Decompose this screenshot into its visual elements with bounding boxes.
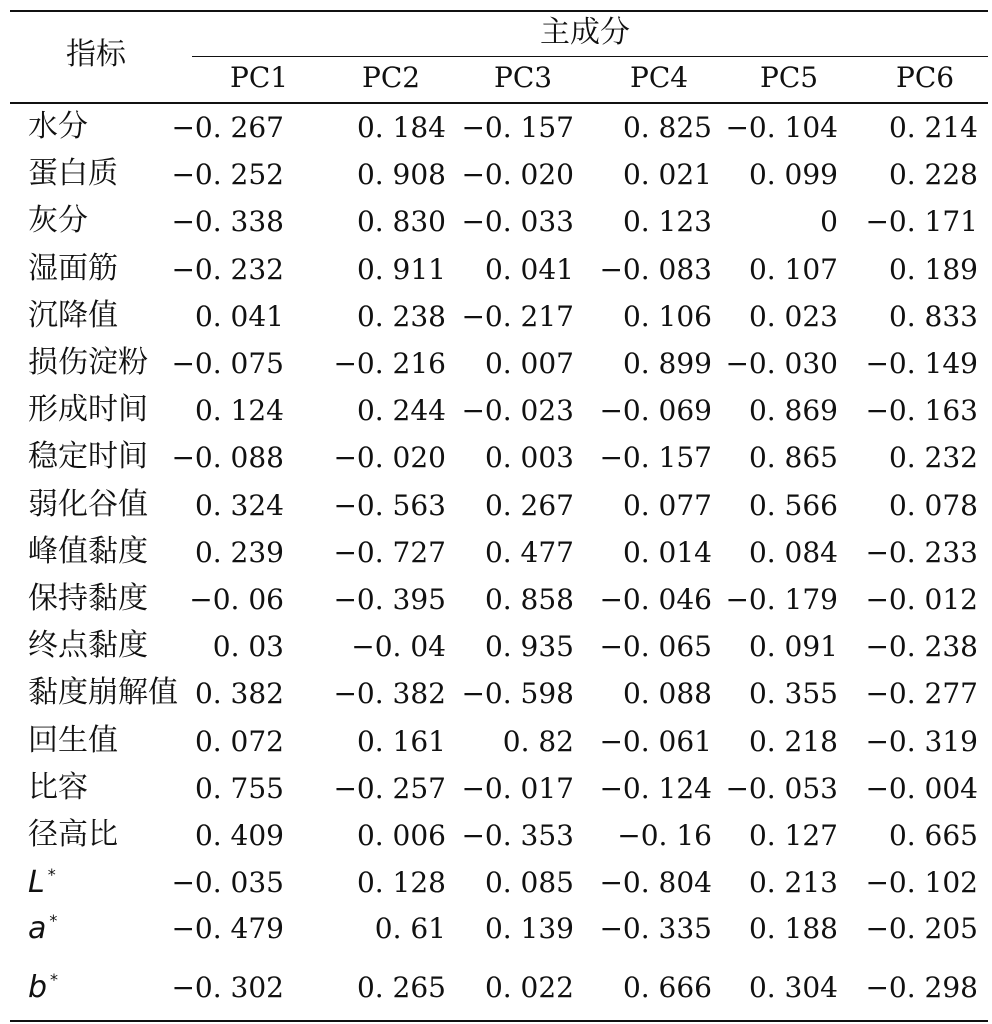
table-cell: −0. 069 — [599, 394, 712, 428]
table-cell: 0. 566 — [748, 488, 838, 522]
table-cell: −0. 033 — [461, 205, 574, 239]
table-cell: 0. 021 — [622, 158, 712, 192]
table-cell: −0. 046 — [599, 583, 712, 616]
table-cell: 0. 833 — [888, 299, 978, 333]
table-cell: 0. 665 — [888, 819, 978, 852]
table-cell: 0. 085 — [484, 866, 574, 900]
table-cell: −0. 053 — [725, 771, 838, 805]
table-cell: 0. 265 — [356, 971, 446, 1004]
table-cell: 0. 023 — [748, 299, 838, 333]
table-cell: −0. 017 — [461, 771, 574, 805]
table-cell: 0. 088 — [622, 677, 712, 711]
table-cell: −0. 061 — [599, 724, 712, 758]
table-cell: −0. 319 — [865, 724, 978, 758]
table-cell: 0. 106 — [622, 299, 712, 333]
group-header: 主成分 — [540, 15, 630, 50]
table-cell: 0. 03 — [212, 630, 284, 664]
table-cell: −0. 302 — [171, 971, 284, 1004]
table-cell: −0. 065 — [599, 630, 712, 664]
table-cell: 0. 041 — [484, 252, 574, 286]
table-cell: −0. 06 — [189, 583, 284, 616]
row-label — [28, 972, 58, 1003]
table-cell: 0. 184 — [356, 111, 446, 144]
table-cell: 0. 666 — [622, 971, 712, 1004]
column-header-pc2: PC2 — [362, 61, 421, 94]
table-cell: −0. 727 — [333, 535, 446, 569]
row-label-text: 径高比 — [28, 817, 118, 852]
row-label — [28, 581, 148, 616]
table-cell: 0. 124 — [194, 394, 284, 428]
row-label-text: 黏度崩解值 — [28, 675, 178, 711]
table-cell: −0. 157 — [599, 441, 712, 475]
row-label — [28, 345, 148, 380]
table-cell: −0. 804 — [599, 866, 712, 900]
table-cell: 0. 324 — [194, 488, 284, 522]
table-cell: −0. 335 — [599, 912, 712, 945]
row-label-text: 保持黏度 — [28, 581, 148, 616]
table-cell: 0. 188 — [748, 912, 838, 945]
index-header: 指标 — [66, 37, 126, 72]
row-label — [28, 250, 118, 286]
row-label-superscript: * — [47, 865, 56, 885]
row-label — [28, 156, 118, 192]
row-label-text: 蛋白质 — [28, 156, 118, 192]
table-cell: −0. 157 — [461, 111, 574, 144]
table-cell: −0. 232 — [171, 252, 284, 286]
row-label-text: 灰分 — [28, 203, 88, 239]
column-header-pc6: PC6 — [896, 61, 955, 94]
row-label-text: 湿面筋 — [28, 250, 118, 286]
table-cell: 0. 908 — [356, 158, 446, 192]
row-label — [28, 486, 148, 522]
column-header-pc5: PC5 — [760, 61, 819, 94]
group-header-rule — [192, 56, 988, 57]
table-cell: −0. 012 — [865, 583, 978, 616]
row-label-superscript: * — [50, 970, 59, 989]
row-label-text: L — [28, 865, 45, 901]
table-cell: 0. 865 — [748, 441, 838, 475]
row-label — [28, 628, 148, 664]
table-cell: 0. 82 — [502, 724, 574, 758]
table-cell: −0. 104 — [725, 111, 838, 144]
table-cell: 0. 218 — [748, 724, 838, 758]
table-cell: −0. 163 — [865, 394, 978, 428]
table-cell: 0. 477 — [484, 535, 574, 569]
table-cell: 0. 61 — [374, 912, 446, 945]
table-cell: 0. 189 — [888, 252, 978, 286]
table-cell: −0. 023 — [461, 394, 574, 428]
table-cell: 0. 127 — [748, 819, 838, 852]
row-label — [28, 297, 118, 333]
table-cell: 0. 304 — [748, 971, 838, 1004]
table-top-rule — [10, 10, 988, 12]
table-cell: −0. 075 — [171, 347, 284, 380]
table-cell: −0. 598 — [461, 677, 574, 711]
table-cell: 0. 084 — [748, 535, 838, 569]
row-label — [28, 533, 148, 569]
table-cell: 0. 128 — [356, 866, 446, 900]
row-label-text: 终点黏度 — [28, 628, 148, 664]
table-cell: −0. 217 — [461, 299, 574, 333]
table-bottom-rule — [10, 1020, 988, 1022]
row-label — [28, 817, 118, 852]
row-label-text: 水分 — [28, 109, 88, 144]
table-cell: 0. 161 — [356, 724, 446, 758]
row-label — [28, 722, 118, 758]
table-cell: −0. 088 — [171, 441, 284, 475]
table-cell: −0. 479 — [171, 912, 284, 945]
table-cell: 0. 006 — [356, 819, 446, 852]
table-cell: 0. 072 — [194, 724, 284, 758]
table-cell: −0. 382 — [333, 677, 446, 711]
table-cell: −0. 277 — [865, 677, 978, 711]
table-cell: −0. 16 — [617, 819, 712, 852]
table-cell: 0. 077 — [622, 488, 712, 522]
table-cell: 0. 382 — [194, 677, 284, 711]
table-cell: 0. 214 — [888, 111, 978, 144]
table-cell: 0. 139 — [484, 912, 574, 945]
row-label-text: 弱化谷值 — [28, 486, 148, 522]
table-cell: 0. 267 — [484, 488, 574, 522]
table-cell: 0. 228 — [888, 158, 978, 192]
row-label-text: b — [28, 970, 48, 1005]
table-cell: 0. 244 — [356, 394, 446, 428]
table-cell: 0 — [820, 205, 838, 239]
row-label-text: 沉降值 — [28, 297, 118, 333]
table-cell: 0. 830 — [356, 205, 446, 239]
table-cell: −0. 171 — [865, 205, 978, 239]
table-cell: 0. 858 — [484, 583, 574, 616]
table-cell: −0. 004 — [865, 771, 978, 805]
row-label-text: 比容 — [28, 769, 88, 805]
table-cell: 0. 755 — [194, 771, 284, 805]
row-label — [28, 392, 148, 428]
table-cell: −0. 563 — [333, 488, 446, 522]
table-header-rule — [10, 102, 988, 104]
row-label-text: 峰值黏度 — [28, 533, 148, 569]
table-cell: 0. 911 — [356, 252, 446, 286]
column-header-pc4: PC4 — [630, 61, 689, 94]
table-cell: −0. 020 — [461, 158, 574, 192]
row-label-text: a — [28, 911, 47, 946]
table-cell: 0. 825 — [622, 111, 712, 144]
table-cell: 0. 099 — [748, 158, 838, 192]
row-label-superscript: * — [49, 911, 58, 930]
table-cell: −0. 238 — [865, 630, 978, 664]
table-cell: 0. 007 — [484, 347, 574, 380]
table-cell: 0. 869 — [748, 394, 838, 428]
row-label — [28, 203, 88, 239]
table-cell: −0. 338 — [171, 205, 284, 239]
table-cell: −0. 205 — [865, 912, 978, 945]
table-cell: 0. 935 — [484, 630, 574, 664]
row-label — [28, 865, 56, 901]
row-label — [28, 913, 57, 944]
row-label — [28, 439, 148, 475]
table-cell: 0. 213 — [748, 866, 838, 900]
table-cell: 0. 238 — [356, 299, 446, 333]
table-cell: 0. 123 — [622, 205, 712, 239]
table-cell: 0. 899 — [622, 347, 712, 380]
table-cell: −0. 020 — [333, 441, 446, 475]
table-cell: −0. 298 — [865, 971, 978, 1004]
row-label-text: 稳定时间 — [28, 439, 148, 475]
table-cell: −0. 267 — [171, 111, 284, 144]
table-cell: 0. 409 — [194, 819, 284, 852]
table-cell: −0. 04 — [351, 630, 446, 664]
row-label — [28, 675, 178, 711]
table-cell: 0. 091 — [748, 630, 838, 664]
table-cell: −0. 030 — [725, 347, 838, 380]
table-cell: 0. 232 — [888, 441, 978, 475]
table-cell: 0. 355 — [748, 677, 838, 711]
table-cell: −0. 149 — [865, 347, 978, 380]
table-cell: 0. 022 — [484, 971, 574, 1004]
table-cell: 0. 239 — [194, 535, 284, 569]
row-label-text: 回生值 — [28, 722, 118, 758]
table-cell: −0. 233 — [865, 535, 978, 569]
column-header-pc1: PC1 — [230, 61, 289, 94]
table-cell: −0. 083 — [599, 252, 712, 286]
column-header-pc3: PC3 — [494, 61, 553, 94]
table-cell: −0. 102 — [865, 866, 978, 900]
table-cell: 0. 078 — [888, 488, 978, 522]
table-cell: −0. 035 — [171, 866, 284, 900]
row-label-text: 形成时间 — [28, 392, 148, 428]
table-cell: 0. 014 — [622, 535, 712, 569]
table-cell: −0. 353 — [461, 819, 574, 852]
row-label — [28, 769, 88, 805]
table-cell: 0. 041 — [194, 299, 284, 333]
table-cell: −0. 252 — [171, 158, 284, 192]
table-cell: −0. 179 — [725, 583, 838, 616]
row-label-text: 损伤淀粉 — [28, 345, 148, 380]
table-cell: −0. 124 — [599, 771, 712, 805]
table-cell: −0. 395 — [333, 583, 446, 616]
table-cell: 0. 003 — [484, 441, 574, 475]
table-cell: 0. 107 — [748, 252, 838, 286]
row-label — [28, 109, 88, 144]
table-cell: −0. 257 — [333, 771, 446, 805]
table-cell: −0. 216 — [333, 347, 446, 380]
